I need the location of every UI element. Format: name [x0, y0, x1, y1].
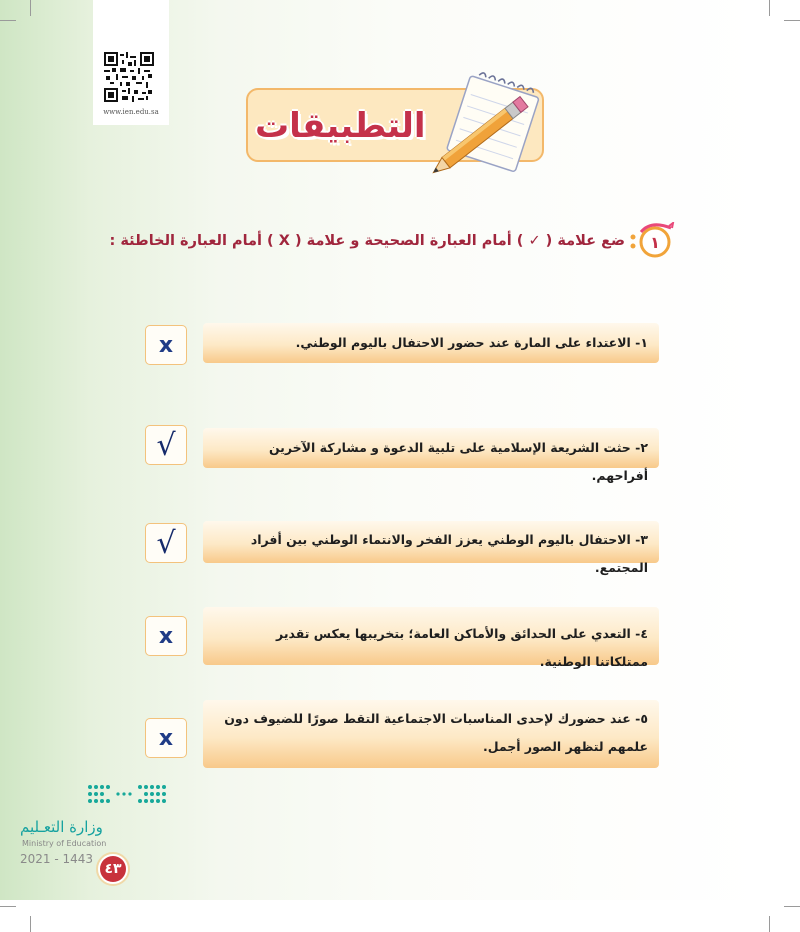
ministry-name-arabic: وزارة التعـليم — [20, 818, 103, 836]
qr-code-icon[interactable] — [104, 52, 154, 102]
question-number: ١ — [650, 233, 660, 252]
crop-mark — [0, 20, 16, 21]
crop-mark — [784, 20, 800, 21]
statement-text: ٣- الاحتفال باليوم الوطني يعزز الفخر والانتماء الوطني بين أفراد المجتمع. — [250, 532, 648, 575]
page-number: ٤٣ — [100, 856, 126, 882]
notepad-pencil-icon — [420, 68, 550, 183]
crop-mark — [784, 906, 800, 907]
question-instruction: ضع علامة ( ✓ ) أمام العبارة الصحيحة و علامة ( X ) أمام العبارة الخاطئة : — [109, 233, 625, 249]
question-number-icon — [625, 222, 677, 260]
answer-box[interactable]: √ — [145, 425, 187, 465]
ministry-name-english: Ministry of Education — [22, 839, 107, 848]
statement-text: ٥- عند حضورك لإحدى المناسبات الاجتماعية التقط صورًا للضيوف دون علمهم لتظهر الصور أجمل. — [224, 711, 648, 754]
crop-mark — [30, 0, 31, 16]
answer-box[interactable]: √ — [145, 523, 187, 563]
page-title: التطبيقات — [255, 106, 426, 146]
crop-mark — [769, 0, 770, 16]
crop-mark — [30, 916, 31, 932]
statement-text: ٤- التعدي على الحدائق والأماكن العامة؛ بتخريبها يعكس تقدير ممتلكاتنا الوطنية. — [276, 626, 648, 669]
crop-mark — [0, 906, 16, 907]
crop-mark — [769, 916, 770, 932]
ministry-logo-icon — [85, 782, 175, 806]
statement-text: ٢- حثت الشريعة الإسلامية على تلبية الدعوة و مشاركة الآخرين أفراحهم. — [268, 440, 648, 483]
answer-box[interactable]: x — [145, 325, 187, 365]
answer-box[interactable]: x — [145, 718, 187, 758]
edition-year: 2021 - 1443 — [20, 852, 94, 866]
answer-box[interactable]: x — [145, 616, 187, 656]
qr-url-text[interactable]: www.ien.edu.sa — [103, 108, 159, 116]
statement-text: ١- الاعتداء على المارة عند حضور الاحتفال باليوم الوطني. — [295, 335, 648, 350]
